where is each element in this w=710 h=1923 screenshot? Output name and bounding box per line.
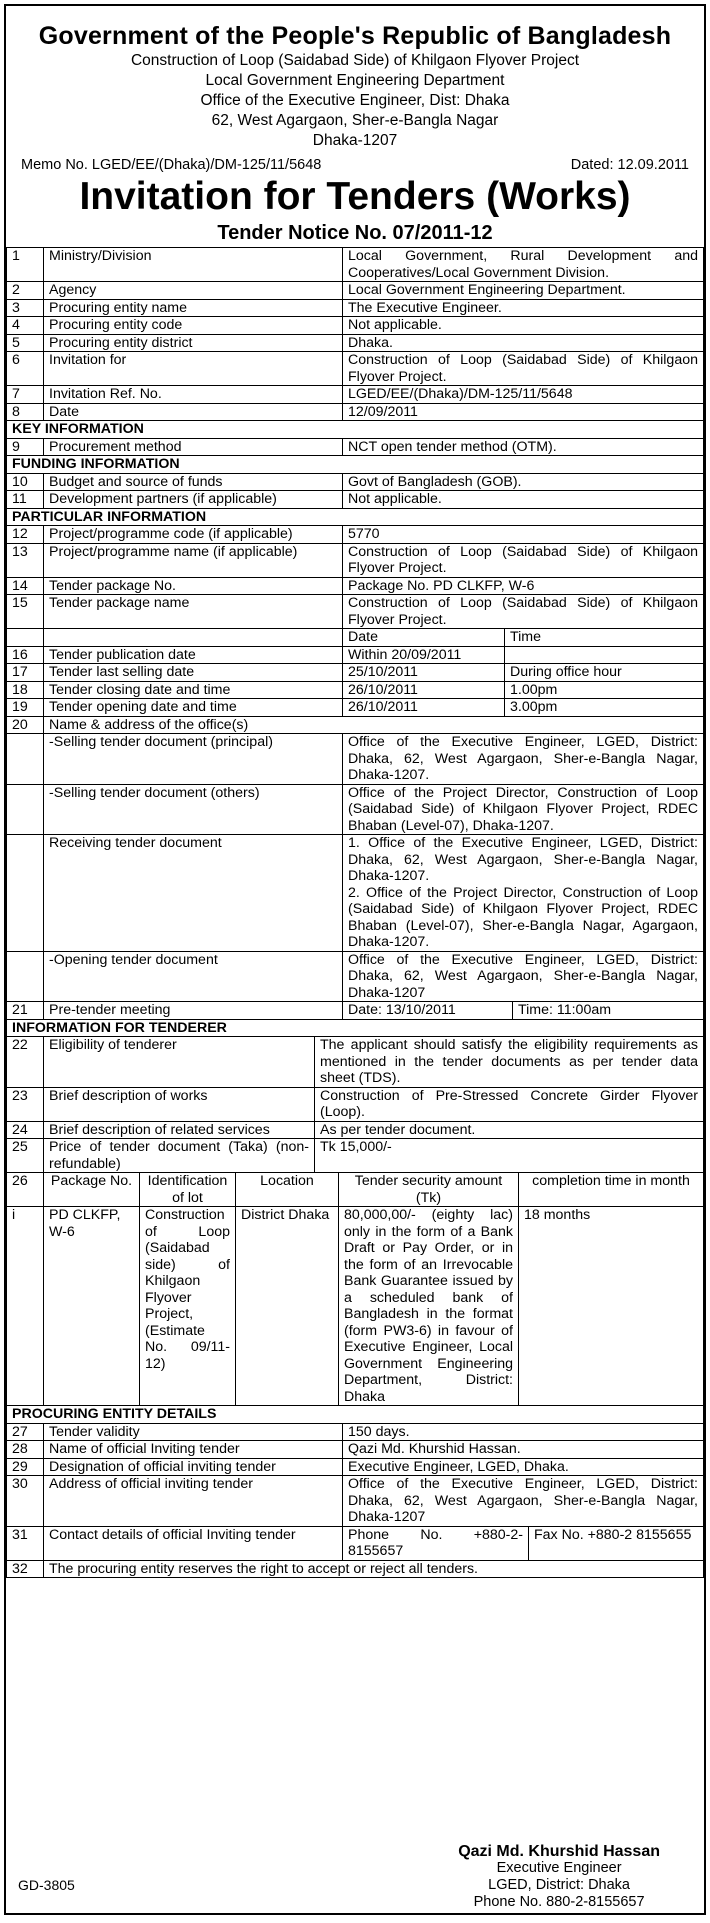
- city-line: Dhaka-1207: [312, 132, 398, 149]
- row-value: NCT open tender method (OTM).: [343, 438, 704, 456]
- row-number: 14: [7, 577, 44, 595]
- schedule-header: [7, 629, 704, 647]
- table-row: -Opening tender document Office of the Executive Engineer, LGED, District: Dhaka, 62, West Agargaon, Sher-e-Bangla Nagar, Dhaka-1207: [7, 951, 704, 1002]
- row-value: Construction of Loop (Saidabad Side) of Khilgaon Flyover Project.: [343, 595, 704, 629]
- row-number: 9: [7, 438, 44, 456]
- row-value: 5770: [343, 526, 704, 544]
- table-row: 22 Eligibility of tenderer The applicant should satisfy the eligibility requirements as mentioned in the tender documents as per tender data sheet (TDS).: [7, 1037, 704, 1088]
- table-row: 17 Tender last selling date 25/10/2011 During office hour: [7, 664, 704, 682]
- table-row: [7, 491, 704, 509]
- office-line: Office of the Executive Engineer, Dist: Dhaka: [200, 92, 510, 109]
- row-number: 8: [7, 403, 44, 421]
- tenderer-table: [6, 1036, 704, 1173]
- completion-time-header: completion time in month: [519, 1173, 704, 1207]
- row-value: Not applicable.: [343, 317, 704, 335]
- section-heading: KEY INFORMATION: [7, 421, 704, 439]
- table-row: [7, 386, 704, 404]
- notice-heading: Invitation for Tenders (Works): [79, 175, 631, 218]
- table-row: -Selling tender document (others) Office of the Project Director, Construction of Loop (Saidabad Side) of Khilgaon Flyover Project, RDEC Bhaban (Level-07), Dhaka-1207.: [7, 784, 704, 835]
- row-label: Project/programme code (if applicable): [44, 526, 343, 544]
- table-row: 23 Brief description of works Construction of Pre-Stressed Concrete Girder Flyover (Loop).: [7, 1087, 704, 1121]
- table-row: 20 Name & address of the office(s): [7, 716, 704, 734]
- row-label: Procuring entity code: [44, 317, 343, 335]
- table-row: [7, 403, 704, 421]
- tender-notice-page: [4, 4, 706, 1915]
- table-row: -Selling tender document (principal) Office of the Executive Engineer, LGED, District: Dhaka, 62, West Agargaon, Sher-e-Bangla Nagar, Dhaka-1207.: [7, 734, 704, 785]
- row-value: Construction of Loop (Saidabad Side) of Khilgaon Flyover Project.: [343, 352, 704, 386]
- row-label: Date: [44, 403, 343, 421]
- table-row: 21 Pre-tender meeting Date: 13/10/2011 Time: 11:00am: [7, 1002, 704, 1020]
- row-label: Ministry/Division: [44, 248, 343, 282]
- table-row: [7, 299, 704, 317]
- package-no-header: Package No.: [44, 1173, 140, 1207]
- row-number: 2: [7, 282, 44, 300]
- tender-notice-number: Tender Notice No. 07/2011-12: [217, 222, 493, 244]
- meeting-table: [6, 1001, 704, 1037]
- lot-table: [6, 1172, 704, 1424]
- signatory-office: LGED, District: Dhaka: [488, 1877, 630, 1893]
- table-row: [7, 526, 704, 544]
- row-label: Project/programme name (if applicable): [44, 543, 343, 577]
- signatory-designation: Executive Engineer: [496, 1860, 622, 1876]
- table-row: [7, 334, 704, 352]
- procuring-entity-table: [6, 1423, 704, 1579]
- table-row: Receiving tender document 1. Office of the Executive Engineer, LGED, District: Dhaka, 62, West Agargaon, Sher-e-Bangla Nagar, Dhaka-1207. 2. Office of the Project Director, Construction of Loop (Saidabad Side) of Khilgaon Flyover Project, RDEC Bhaban (Level-07), Sher-e-Bangla Nagar, Agargaon, Dhaka-1207.: [7, 835, 704, 952]
- table-row: [7, 317, 704, 335]
- row-value: LGED/EE/(Dhaka)/DM-125/11/5648: [343, 386, 704, 404]
- row-label: Procurement method: [44, 438, 343, 456]
- section-heading: FUNDING INFORMATION: [7, 456, 704, 474]
- table-row: 28 Name of official Inviting tender Qazi Md. Khurshid Hassan.: [7, 1441, 704, 1459]
- table-row: [7, 248, 704, 282]
- row-number: 3: [7, 299, 44, 317]
- row-label: Tender package No.: [44, 577, 343, 595]
- section-heading: PARTICULAR INFORMATION: [7, 508, 704, 526]
- row-value: The Executive Engineer.: [343, 299, 704, 317]
- table-row: [7, 577, 704, 595]
- signatory-name: Qazi Md. Khurshid Hassan: [458, 1843, 660, 1860]
- signatory-phone: Phone No. 880-2-8155657: [473, 1894, 645, 1910]
- row-value: Construction of Loop (Saidabad Side) of Khilgaon Flyover Project.: [343, 543, 704, 577]
- table-row: 32 The procuring entity reserves the right to accept or reject all tenders.: [7, 1560, 704, 1578]
- table-row: 18 Tender closing date and time 26/10/2011 1.00pm: [7, 681, 704, 699]
- offices-table: [6, 716, 704, 1003]
- row-value: Package No. PD CLKFP, W-6: [343, 577, 704, 595]
- location-header: Location: [236, 1173, 339, 1207]
- row-number: 1: [7, 248, 44, 282]
- lot-identification-header: Identification of lot: [140, 1173, 236, 1207]
- address-line: 62, West Agargaon, Sher-e-Bangla Nagar: [211, 112, 499, 129]
- lot-row: i PD CLKFP, W-6 Construction of Loop (Saidabad side) of Khilgaon Flyover Project, (Estimate No. 09/11-12) District Dhaka 80,000,00/- (eighty lac) only in the form of a Bank Draft or Pay Order, or in the form of an Irrevocable Bank Guarantee issued by a scheduled bank of Bangladesh in the format (form PW3-6) in favour of Executive Engineer, Local Government Engineering Department, District: Dhaka 18 months: [7, 1207, 704, 1406]
- table-row: 31 Contact details of official Inviting tender Phone No. +880-2-8155657 Fax No. +880-2 8155655: [7, 1526, 704, 1560]
- table-row: 24 Brief description of related services As per tender document.: [7, 1121, 704, 1139]
- department-line: Local Government Engineering Department: [205, 72, 505, 89]
- row-number: 10: [7, 473, 44, 491]
- table-row: 27 Tender validity 150 days.: [7, 1423, 704, 1441]
- memo-line: [6, 157, 704, 173]
- table-row: [7, 595, 704, 629]
- row-value: Not applicable.: [343, 491, 704, 509]
- table-row: [7, 282, 704, 300]
- header: [6, 22, 704, 151]
- table-row: 16 Tender publication date Within 20/09/2011: [7, 646, 704, 664]
- row-label: Invitation for: [44, 352, 343, 386]
- row-number: 13: [7, 543, 44, 577]
- table-row: 19 Tender opening date and time 26/10/2011 3.00pm: [7, 699, 704, 717]
- table-row: 25 Price of tender document (Taka) (non-refundable) Tk 15,000/-: [7, 1139, 704, 1173]
- row-value: Govt of Bangladesh (GOB).: [343, 473, 704, 491]
- lot-header-row: 26 Package No. Identification of lot Location Tender security amount (Tk) completion time in month: [7, 1173, 704, 1207]
- section-heading: INFORMATION FOR TENDERER: [7, 1019, 704, 1037]
- project-line: Construction of Loop (Saidabad Side) of Khilgaon Flyover Project: [130, 52, 580, 69]
- signature-block: [458, 1843, 660, 1911]
- table-row: [7, 543, 704, 577]
- memo-number: Memo No. LGED/EE/(Dhaka)/DM-125/11/5648: [21, 157, 322, 173]
- row-label: Budget and source of funds: [44, 473, 343, 491]
- row-number: 4: [7, 317, 44, 335]
- row-number: 6: [7, 352, 44, 386]
- table-row: 30 Address of official inviting tender Office of the Executive Engineer, LGED, District: Dhaka, 62, West Agargaon, Sher-e-Bangla Nagar, Dhaka-1207: [7, 1476, 704, 1527]
- date-header: Date: [343, 629, 505, 647]
- table-row: [7, 473, 704, 491]
- section-heading: PROCURING ENTITY DETAILS: [7, 1406, 704, 1424]
- row-value: Local Government Engineering Department.: [343, 282, 704, 300]
- table-row: 29 Designation of official inviting tender Executive Engineer, LGED, Dhaka.: [7, 1458, 704, 1476]
- row-label: Tender package name: [44, 595, 343, 629]
- row-number: 11: [7, 491, 44, 509]
- row-number: 12: [7, 526, 44, 544]
- row-value: Local Government, Rural Development and Cooperatives/Local Government Division.: [343, 248, 704, 282]
- row-number: 5: [7, 334, 44, 352]
- phone-number: Phone No. +880-2-8155657: [343, 1526, 529, 1560]
- row-value: 12/09/2011: [343, 403, 704, 421]
- schedule-table: [6, 628, 704, 717]
- tender-security-header: Tender security amount (Tk): [339, 1173, 519, 1207]
- row-label: Development partners (if applicable): [44, 491, 343, 509]
- row-number: 7: [7, 386, 44, 404]
- row-label: Procuring entity district: [44, 334, 343, 352]
- fax-number: Fax No. +880-2 8155655: [529, 1526, 704, 1560]
- memo-date: Dated: 12.09.2011: [570, 157, 689, 173]
- table-row: [7, 352, 704, 386]
- row-value: Dhaka.: [343, 334, 704, 352]
- government-title: Government of the People's Republic of Bangladesh: [38, 22, 672, 50]
- tender-table: [6, 247, 704, 629]
- row-label: Invitation Ref. No.: [44, 386, 343, 404]
- row-number: 15: [7, 595, 44, 629]
- gd-code: GD-3805: [18, 1877, 75, 1893]
- row-label: Agency: [44, 282, 343, 300]
- table-row: [7, 438, 704, 456]
- time-header: Time: [505, 629, 704, 647]
- row-label: Procuring entity name: [44, 299, 343, 317]
